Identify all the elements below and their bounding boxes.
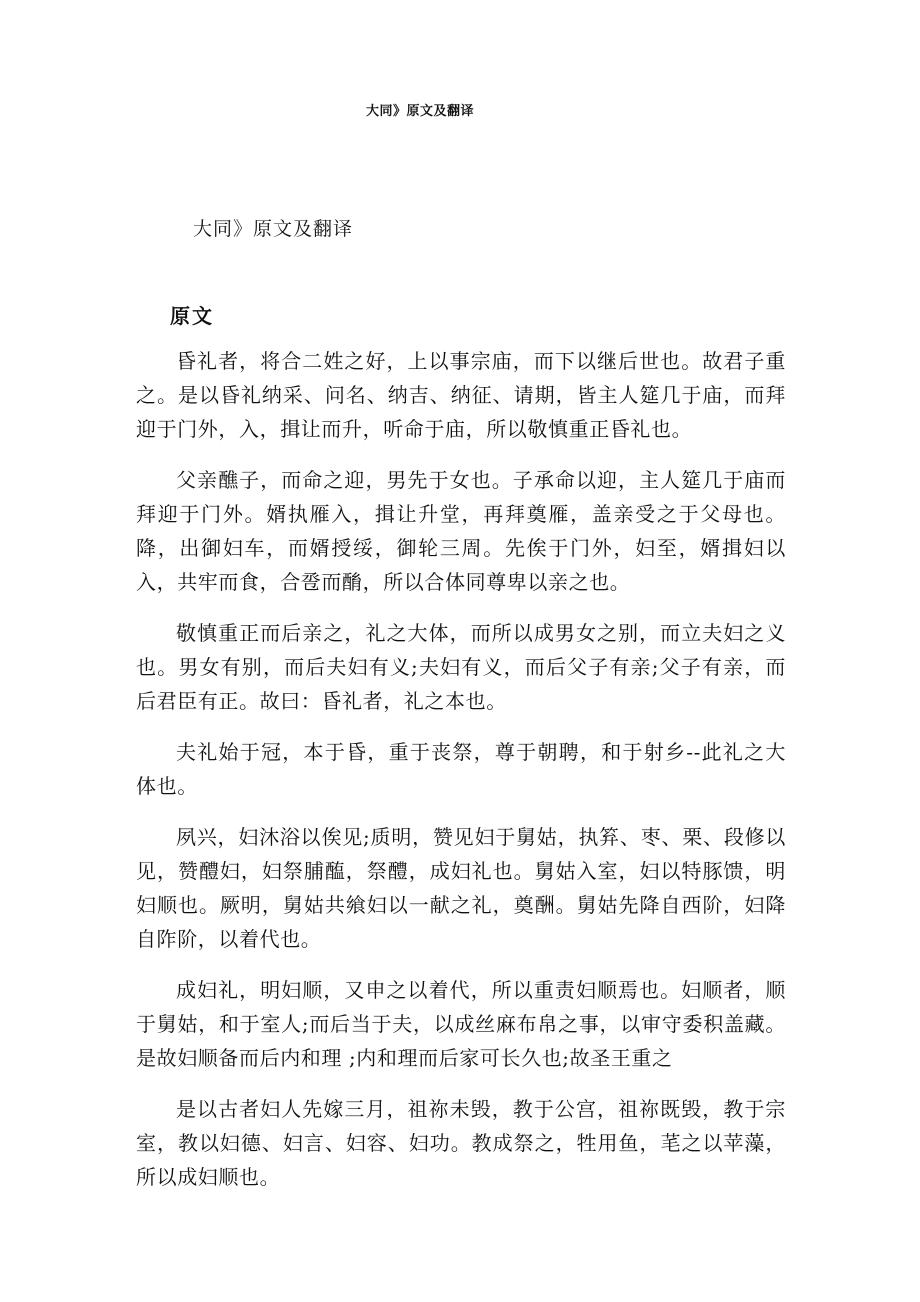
section-heading: 原文 — [170, 304, 214, 328]
paragraph: 父亲醮子，而命之迎，男先于女也。子承命以迎，主人筵几于庙而拜迎于门外。婿执雁入，揖让升堂，再拜奠雁，盖亲受之于父母也。降，出御妇车，而婿授绥，御轮三周。先俟于门外，妇至，婿揖妇以入，共牢而食，合卺而酳，所以合体同尊卑以亲之也。 — [136, 468, 786, 594]
paragraph: 夙兴，妇沐浴以俟见;质明，赞见妇于舅姑，执笲、枣、栗、段修以见，赞醴妇，妇祭脯醢，祭醴，成妇礼也。舅姑入室，妇以特豚馈，明妇顺也。厥明，舅姑共飨妇以一献之礼，奠酬。舅姑先降自西阶，妇降自阼阶，以着代也。 — [136, 825, 786, 951]
paragraph: 是以古者妇人先嫁三月，祖祢未毁，教于公宫，祖祢既毁，教于宗室，教以妇德、妇言、妇容、妇功。教成祭之，牲用鱼，芼之以苹藻，所以成妇顺也。 — [136, 1097, 786, 1189]
paragraph: 敬慎重正而后亲之，礼之大体，而所以成男女之别，而立夫妇之义也。男女有别，而后夫妇有义;夫妇有义，而后父子有亲;父子有亲，而后君臣有正。故曰：昏礼者，礼之本也。 — [136, 621, 786, 713]
paragraph: 昏礼者，将合二姓之好，上以事宗庙，而下以继后世也。故君子重之。是以昏礼纳采、问名、纳吉、纳征、请期，皆主人筵几于庙，而拜迎于门外，入，揖让而升，听命于庙，所以敬慎重正昏礼也。 — [136, 349, 786, 441]
running-header: 大同》原文及翻译 — [365, 104, 474, 119]
document-title: 大同》原文及翻译 — [193, 218, 354, 240]
body-text — [136, 344, 786, 1211]
paragraph: 夫礼始于冠，本于昏，重于丧祭，尊于朝聘，和于射乡--此礼之大体也。 — [136, 740, 786, 798]
paragraph: 成妇礼，明妇顺，又申之以着代，所以重责妇顺焉也。妇顺者，顺于舅姑，和于室人;而后当于夫，以成丝麻布帛之事，以审守委积盖藏。是故妇顺备而后内和理 ;内和理而后家可长久也;故圣王重之 — [136, 978, 786, 1070]
